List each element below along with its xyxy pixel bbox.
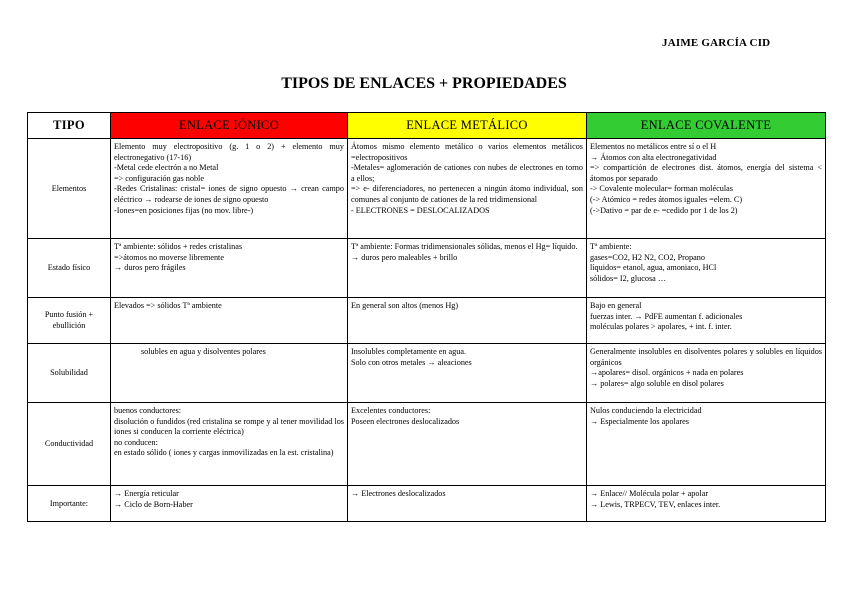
cell-metalico	[348, 298, 587, 344]
cell-line: → Electrones deslocalizados	[351, 489, 446, 498]
table-row	[28, 344, 826, 403]
column-header-covalente: ENLACE COVALENTE	[587, 113, 826, 139]
cell-line: Generalmente insolubles en disolventes polares y solubles en líquidos orgánicos	[590, 347, 822, 367]
cell-line: => configuración gas noble	[114, 173, 204, 183]
cell-line: → Especialmente los apolares	[590, 416, 689, 426]
cell-metalico	[348, 239, 587, 298]
cell-line: => compartición de electrones dist. átomos, energía del sistema < átomos por separado	[590, 163, 822, 183]
table-row	[28, 139, 826, 239]
cell-line: -Iones=en posiciones fijas (no mov. libre-)	[114, 205, 254, 215]
cell-line: =>átomos no moverse libremente	[114, 252, 224, 262]
table-row	[28, 403, 826, 486]
cell-covalente	[587, 486, 826, 522]
cell-line: (-> Atómico = redes átomos iguales =elem. C)	[590, 194, 743, 204]
cell-line: → duros pero maleables + brillo	[351, 252, 458, 262]
cell-line: - ELECTRONES = DESLOCALIZADOS	[351, 205, 490, 215]
cell-line: En general son altos (menos Hg)	[351, 301, 459, 310]
cell-line: disolución o fundidos (red cristalina se rompe y al tener movilidad los iones si conducen la corriente eléctrica)	[114, 416, 344, 437]
cell-line: Tª ambiente: sólidos + redes cristalinas	[114, 242, 243, 251]
cell-line: gases=CO2, H2 N2, CO2, Propano	[590, 252, 705, 262]
row-label: Solubilidad	[28, 344, 111, 403]
cell-metalico	[348, 486, 587, 522]
cell-line: Poseen electrones deslocalizados	[351, 416, 460, 426]
row-label: Importante:	[28, 486, 111, 522]
cell-metalico	[348, 403, 587, 486]
row-label: Punto fusión + ebullición	[28, 298, 111, 344]
cell-line: Bajo en general	[590, 301, 642, 310]
cell-line: líquidos= etanol, agua, amoniaco, HCl	[590, 263, 717, 273]
row-label: Estado físico	[28, 239, 111, 298]
page-title: TIPOS DE ENLACES + PROPIEDADES	[281, 75, 567, 92]
cell-line: → Enlace// Molécula polar + apolar	[590, 489, 709, 498]
cell-line: Nulos conduciendo la electricidad	[590, 406, 702, 415]
cell-line: Elementos no metálicos entre sí o el H	[590, 142, 717, 151]
column-header-metalico: ENLACE METÁLICO	[348, 113, 587, 139]
author-name: JAIME GARCÍA CID	[662, 37, 771, 49]
cell-ionico	[111, 139, 348, 239]
cell-ionico	[111, 298, 348, 344]
cell-line: sólidos= I2, glucosa …	[590, 273, 667, 283]
cell-line: buenos conductores:	[114, 406, 182, 415]
cell-ionico	[111, 486, 348, 522]
cell-line: -Metal cede electrón a no Metal	[114, 163, 219, 173]
cell-line: Tª ambiente:	[590, 242, 632, 251]
cell-covalente	[587, 298, 826, 344]
cell-line: → Átomos con alta electronegatividad	[590, 152, 717, 162]
cell-line: solubles en agua y disolventes polares	[141, 347, 266, 356]
table-row	[28, 298, 826, 344]
cell-line: → Ciclo de Born-Haber	[114, 499, 193, 509]
cell-line: -Redes Cristalinas: cristal= iones de signo opuesto → crean campo eléctrico → rodearse de iones de signo opuesto	[114, 184, 344, 204]
cell-line: → duros pero frágiles	[114, 263, 186, 273]
cell-line: Elevados => sólidos Tª ambiente	[114, 301, 222, 310]
row-label: Elementos	[28, 139, 111, 239]
cell-ionico	[111, 239, 348, 298]
cell-ionico	[111, 403, 348, 486]
column-header-tipo: TIPO	[28, 113, 111, 139]
cell-line: Átomos mismo elemento metálico o varios elementos metálicos =electropositivos	[351, 142, 583, 162]
bond-types-table	[27, 112, 826, 522]
cell-covalente	[587, 403, 826, 486]
cell-line: moléculas polares > apolares, + int. f. inter.	[590, 322, 732, 332]
table-row	[28, 486, 826, 522]
column-header-ionico: ENLACE IÓNICO	[111, 113, 348, 139]
cell-covalente	[587, 139, 826, 239]
cell-line: Insolubles completamente en agua.	[351, 347, 467, 356]
cell-line: Excelentes conductores:	[351, 406, 431, 415]
cell-line: -Metales= aglomeración de cationes con nubes de electrones en torno a ellos;	[351, 163, 583, 183]
row-label: Conductividad	[28, 403, 111, 486]
cell-line: → polares= algo soluble en disol polares	[590, 378, 724, 388]
cell-line: Elemento muy electropositivo (g. 1 o 2) + elemento muy electronegativo (17-16)	[114, 142, 344, 162]
cell-line: →apolares= disol. orgánicos + nada en polares	[590, 368, 744, 378]
cell-line: en estado sólido ( iones y cargas inmovilizadas en la est. cristalina)	[114, 448, 334, 458]
cell-line: (->Dativo = par de e- =cedido por 1 de los 2)	[590, 205, 738, 215]
cell-line: → Lewis, TRPECV, TEV, enlaces inter.	[590, 499, 721, 509]
cell-metalico	[348, 139, 587, 239]
cell-line: => e- diferenciadores, no pertenecen a ningún átomo individual, son comunes al conjunto de cationes de la red tridimensional	[351, 184, 583, 204]
cell-line: no conducen:	[114, 437, 158, 447]
cell-line: Solo con otros metales → aleaciones	[351, 357, 472, 367]
cell-covalente	[587, 239, 826, 298]
cell-line: → Energía reticular	[114, 489, 179, 498]
header-row	[28, 113, 826, 139]
cell-line: Tª ambiente: Formas tridimensionales sólidas, menos el Hg= líquido.	[351, 242, 578, 251]
cell-line: fuerzas inter. → PdFE aumentan f. adicionales	[590, 311, 743, 321]
cell-ionico	[111, 344, 348, 403]
cell-line: -> Covalente molecular= forman moléculas	[590, 184, 733, 194]
cell-covalente	[587, 344, 826, 403]
table-row	[28, 239, 826, 298]
table-body	[28, 139, 826, 522]
cell-metalico	[348, 344, 587, 403]
